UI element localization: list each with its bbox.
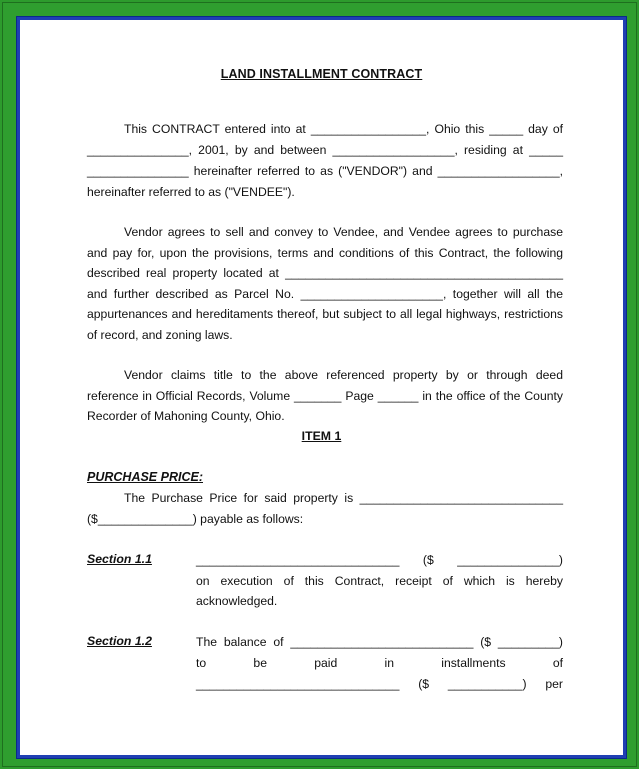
section-1-1-label: Section 1.1 <box>87 552 152 566</box>
paragraph-2-line-1: Vendor agrees to sell and convey to Vendee, and Vendee agrees to purchase <box>124 225 563 239</box>
outer-frame <box>2 2 637 767</box>
section-1-2-label: Section 1.2 <box>87 634 152 648</box>
paragraph-3-line-3: Recorder of Mahoning County, Ohio. <box>87 409 285 423</box>
paragraph-2-line-6: of record, and zoning laws. <box>87 328 233 342</box>
paragraph-2-line-2: and pay for, upon the provisions, terms and conditions of this Contract, the following <box>87 246 563 260</box>
paragraph-1-line-2: _______________, 2001, by and between __________________, residing at _____ <box>87 143 563 157</box>
purchase-line-1: The Purchase Price for said property is ______________________________ <box>124 491 563 505</box>
paragraph-3-line-2: reference in Official Records, Volume _______ Page ______ in the office of the County <box>87 389 563 403</box>
document-title: LAND INSTALLMENT CONTRACT <box>220 67 423 81</box>
document-page <box>20 20 623 755</box>
item-heading: ITEM 1 <box>301 429 342 443</box>
purchase-price-heading: PURCHASE PRICE: <box>87 470 203 484</box>
paragraph-1-line-4: hereinafter referred to as ("VENDEE"). <box>87 185 295 199</box>
section-1-1-line-2: on execution of this Contract, receipt of which is hereby <box>196 574 563 588</box>
purchase-line-2: ($______________) payable as follows: <box>87 512 304 526</box>
section-1-1-line-1: ______________________________ ($ _______________) <box>196 553 563 567</box>
section-1-1-line-3: acknowledged. <box>196 594 278 608</box>
paragraph-3-line-1: Vendor claims title to the above referenced property by or through deed <box>124 368 563 382</box>
section-1-2-line-3: ______________________________ ($ ___________) per <box>196 677 563 691</box>
document-frame <box>17 17 626 758</box>
paragraph-1-line-1: This CONTRACT entered into at _________________, Ohio this _____ day of <box>124 122 563 136</box>
section-1-2-line-2: to be paid in installments of <box>196 656 563 670</box>
paragraph-1-line-3: _______________ hereinafter referred to as ("VENDOR") and __________________, <box>87 164 563 178</box>
paragraph-2-line-5: appurtenances and hereditaments thereof, but subject to all legal highways, restrictions <box>87 307 563 321</box>
section-1-2-line-1: The balance of ___________________________ ($ _________) <box>196 635 563 649</box>
paragraph-2-line-3: described real property located at _________________________________________ <box>87 266 563 280</box>
paragraph-2-line-4: and further described as Parcel No. _____________________, together will all the <box>87 287 563 301</box>
